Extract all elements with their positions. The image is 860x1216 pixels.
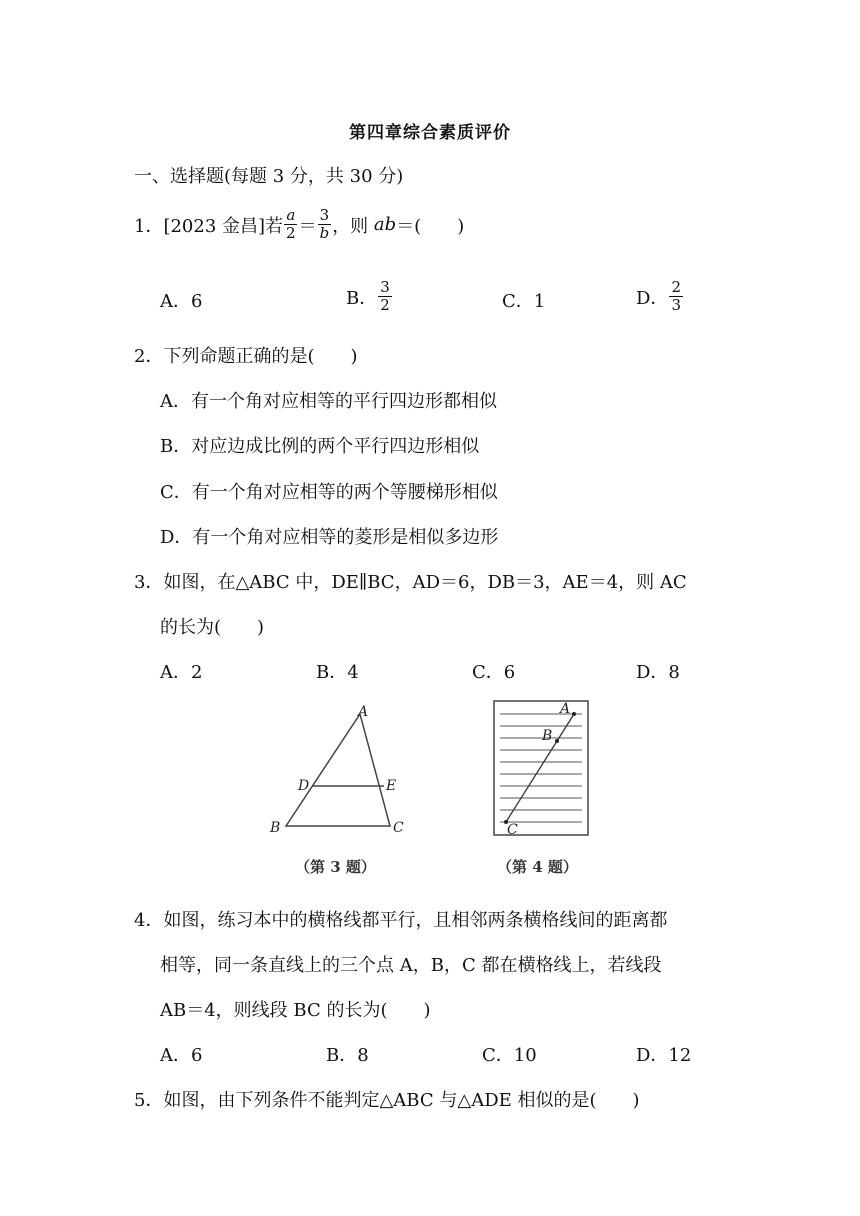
question-5-stem-line1: 5．如图，由下列条件不能判定△ABC 与△ADE 相似的是( ) (134, 1090, 640, 1111)
point-a (572, 712, 576, 716)
q3-option-a[interactable]: A．2 (160, 662, 203, 683)
q1-option-a[interactable]: A．6 (160, 291, 203, 312)
q1-option-d[interactable]: D． $\frac{2}{3}$ (636, 278, 681, 314)
question-4-stem-line3: AB＝4，则线段 BC 的长为( ) (160, 1000, 431, 1021)
q1-option-b[interactable]: B． $\frac{3}{2}$ (346, 278, 390, 314)
notebook-frame (494, 701, 588, 835)
figure-4-notebook (490, 698, 594, 840)
fraction-3-over-b: $\frac{3}{b}$ (319, 206, 330, 242)
variable-ab: ab (373, 214, 397, 235)
triangle-abc (286, 714, 390, 826)
label-d: D (298, 778, 310, 794)
q4-option-d[interactable]: D．12 (636, 1045, 692, 1066)
question-4-stem-line1: 4．如图，练习本中的横格线都平行，且相邻两条横格线间的距离都 (134, 910, 668, 931)
q4-option-a[interactable]: A．6 (160, 1045, 203, 1066)
fraction-a-over-2: $\frac{a}{2}$ (286, 206, 296, 242)
q2-option-a[interactable]: A．有一个角对应相等的平行四边形都相似 (160, 391, 497, 412)
fraction-2-over-3: $\frac{2}{3}$ (671, 278, 681, 314)
equals-sign: ＝ (298, 215, 317, 237)
q4-option-b[interactable]: B．8 (326, 1045, 369, 1066)
q3-option-c[interactable]: C．6 (472, 662, 516, 683)
q3-option-d[interactable]: D．8 (636, 662, 680, 683)
point-b (555, 739, 559, 743)
label-c: C (507, 822, 518, 838)
q2-option-d[interactable]: D．有一个角对应相等的菱形是相似多边形 (160, 527, 499, 548)
question-1-stem (134, 208, 464, 241)
figure-4-caption: （第 4 题） (497, 858, 578, 876)
figure-3-caption: （第 3 题） (295, 858, 376, 876)
label-a: A (560, 701, 571, 717)
label-b: B (542, 728, 553, 744)
question-end: ＝( ) (396, 215, 465, 237)
section-heading: 一、选择题(每题 3 分，共 30 分) (134, 166, 404, 187)
fraction-3-over-2: $\frac{3}{2}$ (380, 278, 390, 314)
question-3-stem-line2: 的长为( ) (160, 617, 265, 638)
q2-option-c[interactable]: C．有一个角对应相等的两个等腰梯形相似 (160, 482, 498, 503)
q4-option-c[interactable]: C．10 (482, 1045, 537, 1066)
q1-option-c[interactable]: C．1 (502, 291, 546, 312)
question-2-stem: 2．下列命题正确的是( ) (134, 346, 358, 367)
page-title: 第四章综合素质评价 (349, 123, 511, 143)
question-4-stem-line2: 相等，同一条直线上的三个点 A，B，C 都在横格线上，若线段 (160, 955, 662, 976)
label-c: C (393, 820, 404, 836)
label-a: A (358, 704, 369, 720)
question-tail: ，则 (332, 215, 374, 237)
question-source: [2023 金昌]若 (163, 215, 284, 237)
q3-option-b[interactable]: B．4 (316, 662, 359, 683)
figure-3-triangle (262, 700, 412, 840)
question-3-stem-line1: 3．如图，在△ABC 中，DE∥BC，AD＝6，DB＝3，AE＝4，则 AC (134, 572, 687, 593)
label-e: E (386, 778, 397, 794)
q2-option-b[interactable]: B．对应边成比例的两个平行四边形相似 (160, 436, 480, 457)
question-number: 1． (134, 215, 164, 237)
label-b: B (270, 820, 281, 836)
